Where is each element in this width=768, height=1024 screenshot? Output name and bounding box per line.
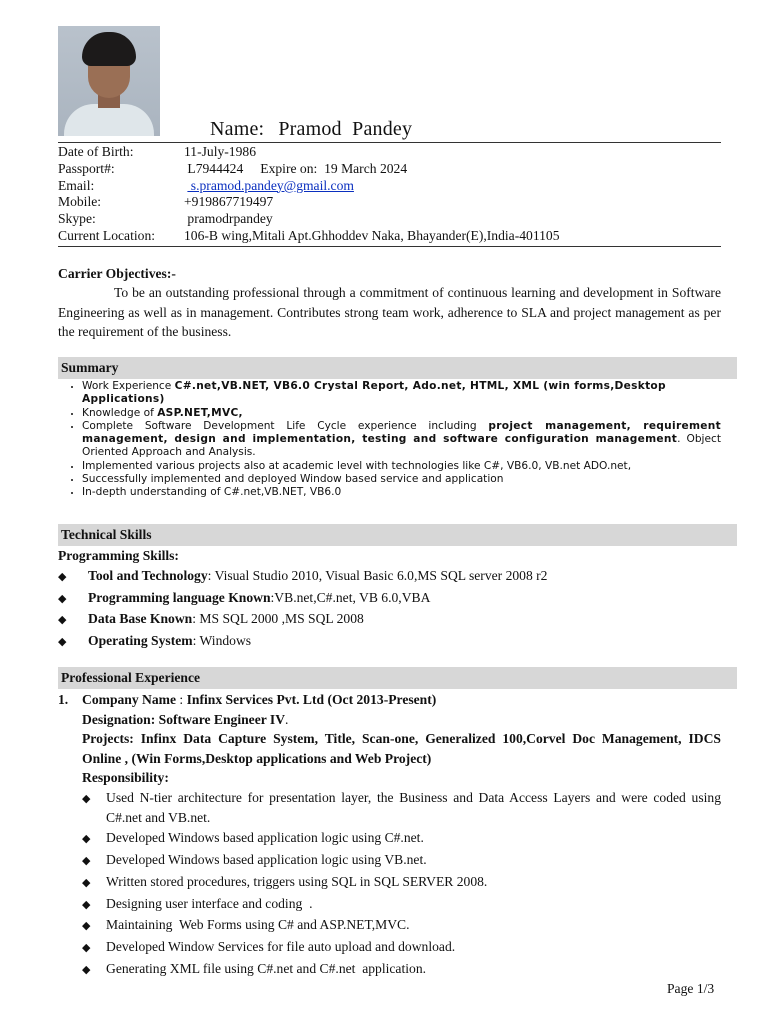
objectives-title: Carrier Objectives:- [58, 266, 176, 281]
projects-line: Projects: Infinx Data Capture System, Title, Scan-one, Generalized 100,Corvel Doc Management, IDCS Online , (Win Forms,Desktop applications and Web Project) [82, 731, 721, 766]
info-row: Email: s.pramod.pandey@gmail.com [58, 177, 354, 193]
skill-item: ◆ Operating System: Windows [58, 631, 721, 653]
responsibility-label: Responsibility: [82, 770, 169, 786]
skill-item: ◆ Data Base Known: MS SQL 2000 ,MS SQL 2008 [58, 609, 721, 631]
diamond-bullet-icon: ◆ [82, 898, 91, 911]
responsibility-item: ◆ Written stored procedures, triggers using SQL in SQL SERVER 2008. [82, 872, 721, 894]
designation-line: Designation: Software Engineer IV. [82, 711, 289, 727]
summary-item: • Successfully implemented and deployed Window based service and application [82, 473, 721, 486]
responsibility-item: ◆ Generating XML file using C#.net and C#.net application. [82, 959, 721, 981]
summary-item: • Knowledge of ASP.NET,MVC, [82, 407, 721, 420]
profile-photo [58, 26, 160, 136]
skill-item: ◆ Tool and Technology: Visual Studio 2010, Visual Basic 6.0,MS SQL server 2008 r2 [58, 566, 721, 588]
responsibility-list [58, 788, 721, 981]
summary-list [58, 380, 721, 500]
name-heading [210, 118, 412, 141]
diamond-bullet-icon: ◆ [82, 854, 91, 867]
diamond-bullet-icon: ◆ [82, 792, 91, 805]
company-line: 1. Company Name : Infinx Services Pvt. Ltd (Oct 2013-Present) [58, 692, 437, 707]
summary-heading: Summary [58, 357, 737, 379]
skill-item: ◆ Programming language Known:VB.net,C#.net, VB 6.0,VBA [58, 588, 721, 610]
diamond-bullet-icon: ◆ [82, 964, 91, 977]
professional-experience-heading: Professional Experience [58, 667, 737, 689]
responsibility-item: ◆ Used N-tier architecture for presentation layer, the Business and Data Access Layers and were coded using C#.net and VB.net. [82, 789, 721, 825]
responsibility-item: ◆ Designing user interface and coding . [82, 894, 721, 916]
summary-item: • Work Experience C#.net,VB.NET, VB6.0 Crystal Report, Ado.net, HTML, XML (win forms,Desktop Applications) [82, 380, 721, 407]
email-link[interactable]: s.pramod.pandey@gmail.com [187, 177, 354, 193]
responsibility-item: ◆ Developed Windows based application logic using VB.net. [82, 850, 721, 872]
info-row: Skype: pramodrpandey [58, 211, 273, 227]
diamond-bullet-icon: ◆ [82, 942, 91, 955]
diamond-bullet-icon: ◆ [58, 635, 67, 648]
info-row: Current Location: 106-B wing,Mitali Apt.Ghhoddev Naka, Bhayander(E),India-401105 [58, 227, 560, 243]
responsibility-item: ◆ Developed Windows based application logic using C#.net. [82, 828, 721, 850]
info-rule [58, 246, 721, 247]
summary-item: • Implemented various projects also at academic level with technologies like C#, VB6.0, VB.net ADO.net, [82, 460, 721, 473]
responsibility-item: ◆ Maintaining Web Forms using C# and ASP.NET,MVC. [82, 915, 721, 937]
header-rule [58, 142, 721, 143]
info-row: Date of Birth: 11-July-1986 [58, 144, 256, 159]
skills-list [58, 566, 721, 652]
name-label: Name: [210, 118, 265, 140]
diamond-bullet-icon: ◆ [82, 876, 91, 889]
experience-section [58, 690, 721, 981]
diamond-bullet-icon: ◆ [82, 832, 91, 845]
name-value: Pramod Pandey [278, 118, 413, 140]
technical-skills-heading: Technical Skills [58, 524, 737, 546]
diamond-bullet-icon: ◆ [58, 571, 67, 583]
summary-item: • In-depth understanding of C#.net,VB.NET, VB6.0 [82, 486, 721, 499]
diamond-bullet-icon: ◆ [58, 592, 67, 605]
info-row: Passport#: L7944424 Expire on: 19 March 2024 [58, 160, 408, 176]
diamond-bullet-icon: ◆ [82, 920, 91, 933]
diamond-bullet-icon: ◆ [58, 614, 67, 626]
objectives-text: To be an outstanding professional through a commitment of continuous learning and development in Software Engineering as well as in management. Contributes strong team work, adherence to SLA and project management as per the requirement of the business. [58, 285, 721, 339]
personal-info [58, 144, 721, 245]
programming-skills-title: Programming Skills: [58, 548, 179, 563]
summary-item: • Complete Software Development Life Cycle experience including project management, requirement management, design and implementation, testing and software configuration management. Object Oriented Approach and Analysis. [82, 420, 721, 460]
info-row: Mobile: +919867719497 [58, 194, 274, 210]
page-number: Page 1/3 [667, 981, 715, 996]
responsibility-item: ◆ Developed Window Services for file auto upload and download. [82, 937, 721, 959]
